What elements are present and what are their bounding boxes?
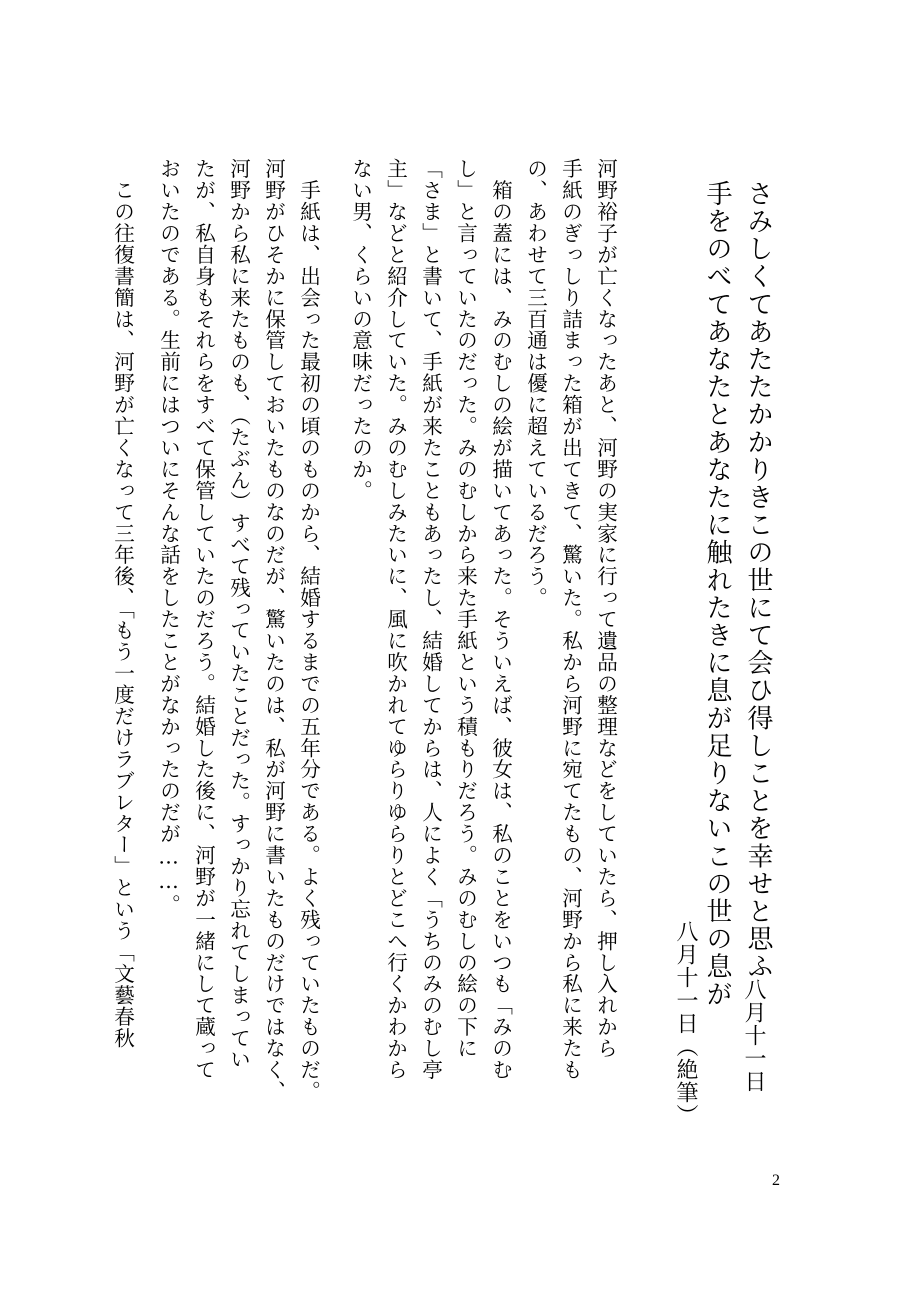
body-column: 箱の蓋には、みのむしの絵が描いてあった。そういえば、彼女は、私のことをいつも「みのむ [488,158,513,1081]
poem-date-2: 八月十一日（絶筆） [673,920,698,1127]
body-column: 河野がひそかに保管しておいたものなのだが、驚いたのは、私が河野に書いたものだけではなく、 [261,158,286,1102]
poem-date-1: 八月十一日 [741,978,766,1093]
body-column: たが、私自身もそれらをすべて保管していたのだろう。結婚した後に、河野が一緒にして蔵って [191,158,216,1081]
body-column: この往復書簡は、河野が亡くなって三年後、「もう一度だけラブレター」という「文藝春秋 [110,158,135,1049]
body-column: 手紙のぎっしり詰まった箱が出てきて、驚いた。私から河野に宛てたもの、河野から私に来たも [558,158,583,1081]
body-column: 手紙は、出会った最初の頃のものから、結婚するまでの五年分である。よく残っていたものだ。 [296,158,321,1102]
body-column: 河野裕子が亡くなったあと、河野の実家に行って遺品の整理などをしていたら、押し入れから [593,158,618,1059]
body-column: 主」などと紹介していた。みのむしみたいに、風に吹かれてゆらりゆらりとどこへ行くかわから [383,158,408,1081]
body-column: ない男、くらいの意味だったのか。 [348,158,373,502]
poem-line-1: さみしくてあたたかかりきこの世にて会ひ得しことを幸せと思ふ [743,180,773,981]
body-column: の、あわせて三百通は優に超えているだろう。 [523,158,548,609]
body-column: 河野から私に来たものも、（たぶん）すべて残っていたことだった。すっかり忘れてしまってい [226,158,251,1071]
page-number: 2 [772,1172,780,1189]
poem-line-2: 手をのべてあなたとあなたに触れたきに息が足りないこの世の息が [702,180,732,1008]
body-column: し」と言っていたのだった。みのむしから来た手紙という積もりだろう。みのむしの絵の下に [453,158,478,1059]
body-column: おいたのである。生前にはついにそんな話をしたことがなかったのだが……。 [156,158,181,916]
body-column: 「さま」と書いて、手紙が来たこともあったし、結婚してからは、人によく「うちのみのむし亭 [418,158,443,1081]
